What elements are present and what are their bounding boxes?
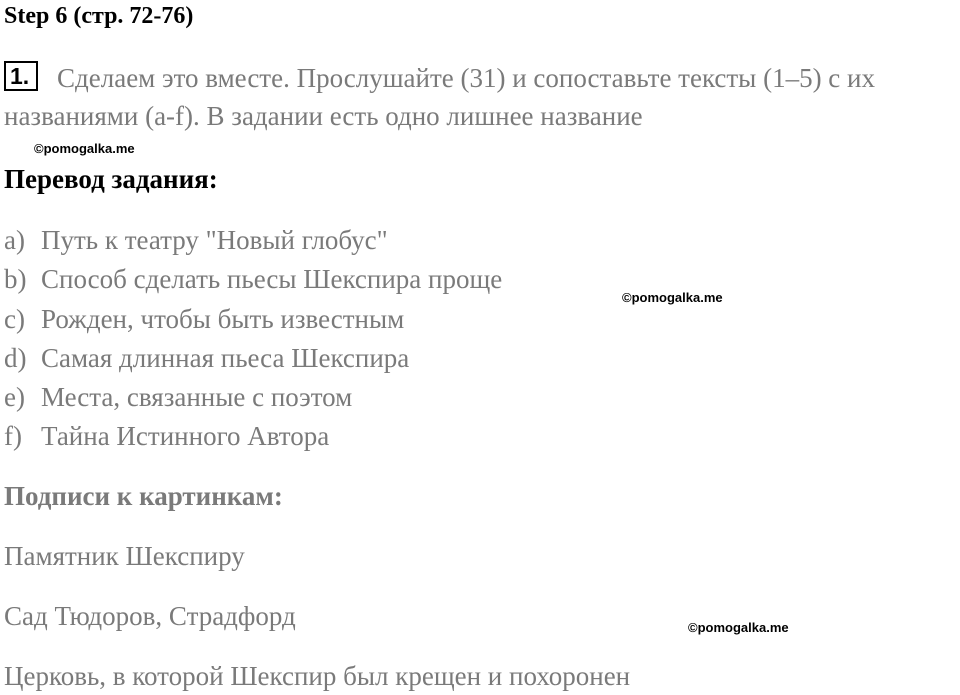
caption-item: Памятник Шекспиру <box>4 541 245 571</box>
title-item-c <box>4 302 502 341</box>
item-text: Места, связанные с поэтом <box>41 382 353 413</box>
caption-item: Сад Тюдоров, Страдфорд <box>4 601 296 631</box>
watermark: ©pomogalka.me <box>688 620 789 635</box>
task-instruction-line-1: Сделаем это вместе. Прослушайте (31) и сопоставьте тексты (1–5) с их <box>57 63 875 93</box>
watermark: ©pomogalka.me <box>34 141 135 156</box>
title-item-f <box>4 419 502 458</box>
title-item-e <box>4 380 502 419</box>
caption-item: Церковь, в которой Шекспир был крещен и похоронен <box>4 661 631 691</box>
translation-heading: Перевод задания: <box>4 164 218 194</box>
item-text: Самая длинная пьеса Шекспира <box>41 342 410 373</box>
item-letter: f) <box>4 421 22 452</box>
watermark: ©pomogalka.me <box>622 290 723 305</box>
title-item-b <box>4 262 502 301</box>
title-item-d <box>4 341 502 380</box>
item-text: Способ сделать пьесы Шекспира проще <box>41 264 503 295</box>
item-letter: a) <box>4 225 25 255</box>
task-number-box: 1. <box>4 61 38 91</box>
item-text: Тайна Истинного Автора <box>41 421 330 452</box>
titles-list <box>4 223 502 459</box>
item-text: Рожден, чтобы быть известным <box>41 303 405 334</box>
item-letter: b) <box>4 264 27 295</box>
item-letter: e) <box>4 382 25 413</box>
captions-heading: Подписи к картинкам: <box>4 481 283 511</box>
item-letter: c) <box>4 303 25 334</box>
page-title: Step 6 (стр. 72-76) <box>4 3 194 29</box>
item-letter: d) <box>4 342 27 373</box>
title-item-a <box>4 223 502 262</box>
task-instruction-line-2: названиями (a-f). В задании есть одно лишнее название <box>4 101 643 131</box>
item-text: Путь к театру "Новый глобус" <box>41 225 388 255</box>
